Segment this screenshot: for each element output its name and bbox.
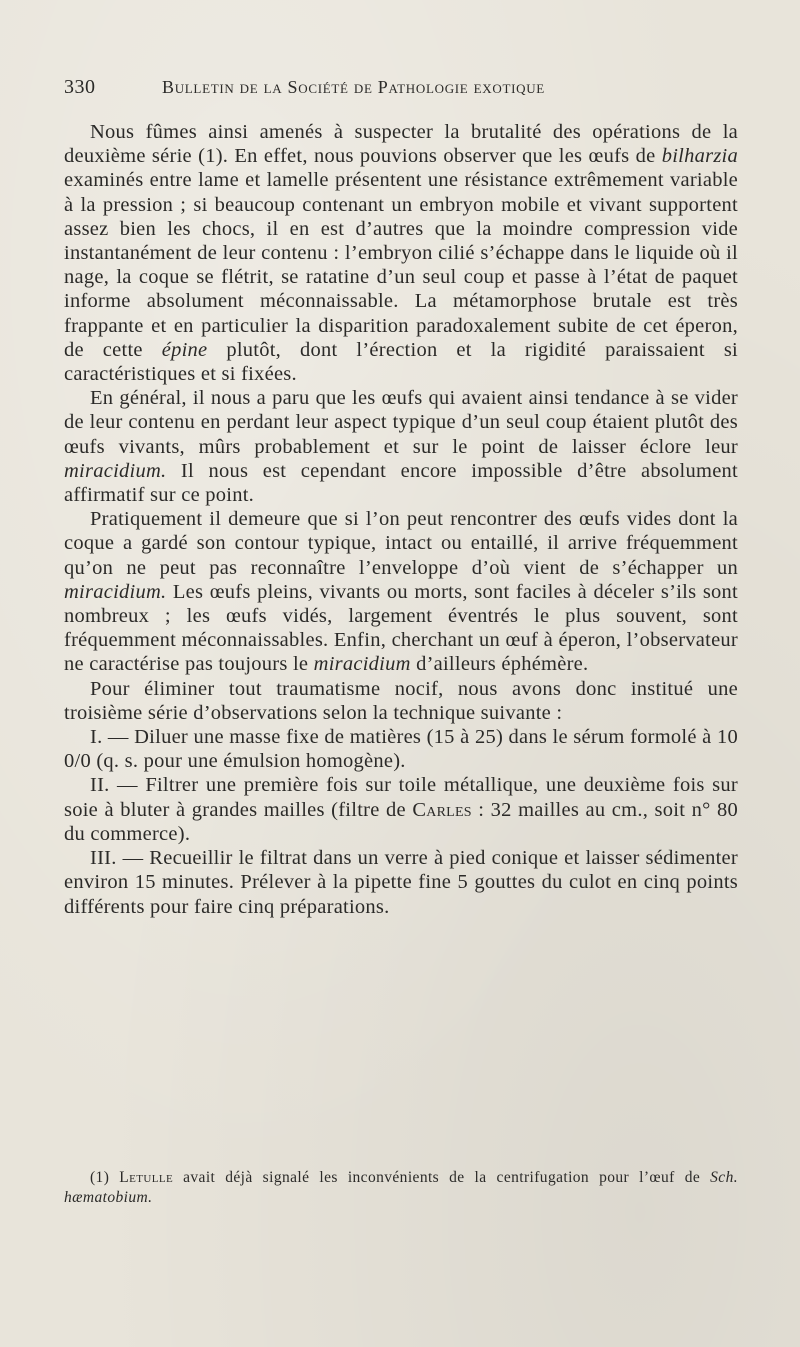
text-run: examinés entre lame et lamelle présentent une résistance extrêmement variable à la pression ; si beaucoup contenant un embryon mobile et vivant supportent assez bien les chocs, il en est d’autres que la moindre compression vide instantanément de leur contenu : l’embryon cilié s’échappe dans le liquide où il nage, la coque se flétrit, se ratatine d’un seul coup et passe à l’état de paquet informe absolument méconnaissable. La métamorphose brutale est très frappante et en particulier la disparition paradoxalement subite de cet éperon, de cette xyxy=(64,169,738,361)
paragraph xyxy=(64,725,738,773)
text-run: avait déjà signalé les inconvénients de la centrifugation pour l’œuf de xyxy=(173,1169,711,1186)
author-name: Carles xyxy=(412,798,472,821)
paragraph xyxy=(64,386,738,507)
text-run: plutôt, dont l’érection et la rigidité paraissaient si caractéristiques et si fixées. xyxy=(64,338,738,386)
paragraph xyxy=(64,773,738,846)
text-run: d’ailleurs éphémère. xyxy=(410,653,589,676)
text-run: I. — Diluer une masse fixe de matières (15 à 25) dans le sérum formolé à 10 0/0 (q. s. pour une émulsion homogène). xyxy=(64,726,738,773)
italic-text: épine xyxy=(161,338,208,361)
italic-text: miracidium xyxy=(313,653,411,676)
text-run: II. — Filtrer une première fois sur toile métallique, une deuxième fois sur soie à bluter à grandes mailles (filtre de xyxy=(64,774,738,821)
author-name: Letulle xyxy=(119,1169,174,1186)
text-run: Il nous est cependant encore impossible d’être absolument affirmatif sur ce point. xyxy=(64,459,738,507)
journal-title: Bulletin de la Société de Pathologie exotique xyxy=(162,77,545,97)
text-run: : 32 mailles au cm., soit n° 80 du commerce). xyxy=(64,798,738,845)
paragraph xyxy=(64,507,738,676)
text-run: Pratiquement il demeure que si l’on peut rencontrer des œufs vides dont la coque a gardé son contour typique, intact ou entaillé, il arrive fréquemment qu’on ne peut pas reconnaître l’enveloppe d’où vient de s’échapper un xyxy=(64,508,738,579)
footnote-text xyxy=(64,1168,738,1208)
italic-text: miracidium. xyxy=(64,580,167,603)
footnote xyxy=(64,1168,738,1208)
italic-text: Sch. hæmatobium. xyxy=(64,1169,738,1206)
text-run: En général, il nous a paru que les œufs qui avaient ainsi tendance à se vider de leur contenu en perdant leur aspect typique d’un seul coup étaient plutôt des œufs vivants, mûrs probablement et sur le point de laisser éclore leur xyxy=(64,387,738,458)
italic-text: bilharzia xyxy=(661,145,738,168)
paragraph xyxy=(64,846,738,919)
body-text xyxy=(64,120,738,919)
text-run: Pour éliminer tout traumatisme nocif, nous avons donc institué une troisième série d’observations selon la technique suivante : xyxy=(64,677,738,724)
text-run: III. — Recueillir le filtrat dans un verre à pied conique et laisser sédimenter environ 15 minutes. Prélever à la pipette fine 5 gouttes du culot en cinq points différents pour faire cinq préparations. xyxy=(64,847,738,918)
paragraph xyxy=(64,677,738,725)
running-head xyxy=(64,76,744,102)
text-run: Les œufs pleins, vivants ou morts, sont faciles à déceler s’ils sont nombreux ; les œufs vidés, largement éventrés le plus souvent, sont fréquemment méconnaissables. Enfin, cherchant un œuf à éperon, l’observateur ne caractérise pas toujours le xyxy=(64,580,738,676)
text-run: Nous fûmes ainsi amenés à suspecter la brutalité des opérations de la deuxième série (1). En effet, nous pouvions observer que les œufs de xyxy=(64,121,738,168)
text-run: (1) xyxy=(90,1169,120,1186)
page-number: 330 xyxy=(64,76,96,98)
paragraph xyxy=(64,120,738,386)
italic-text: miracidium. xyxy=(64,459,167,482)
